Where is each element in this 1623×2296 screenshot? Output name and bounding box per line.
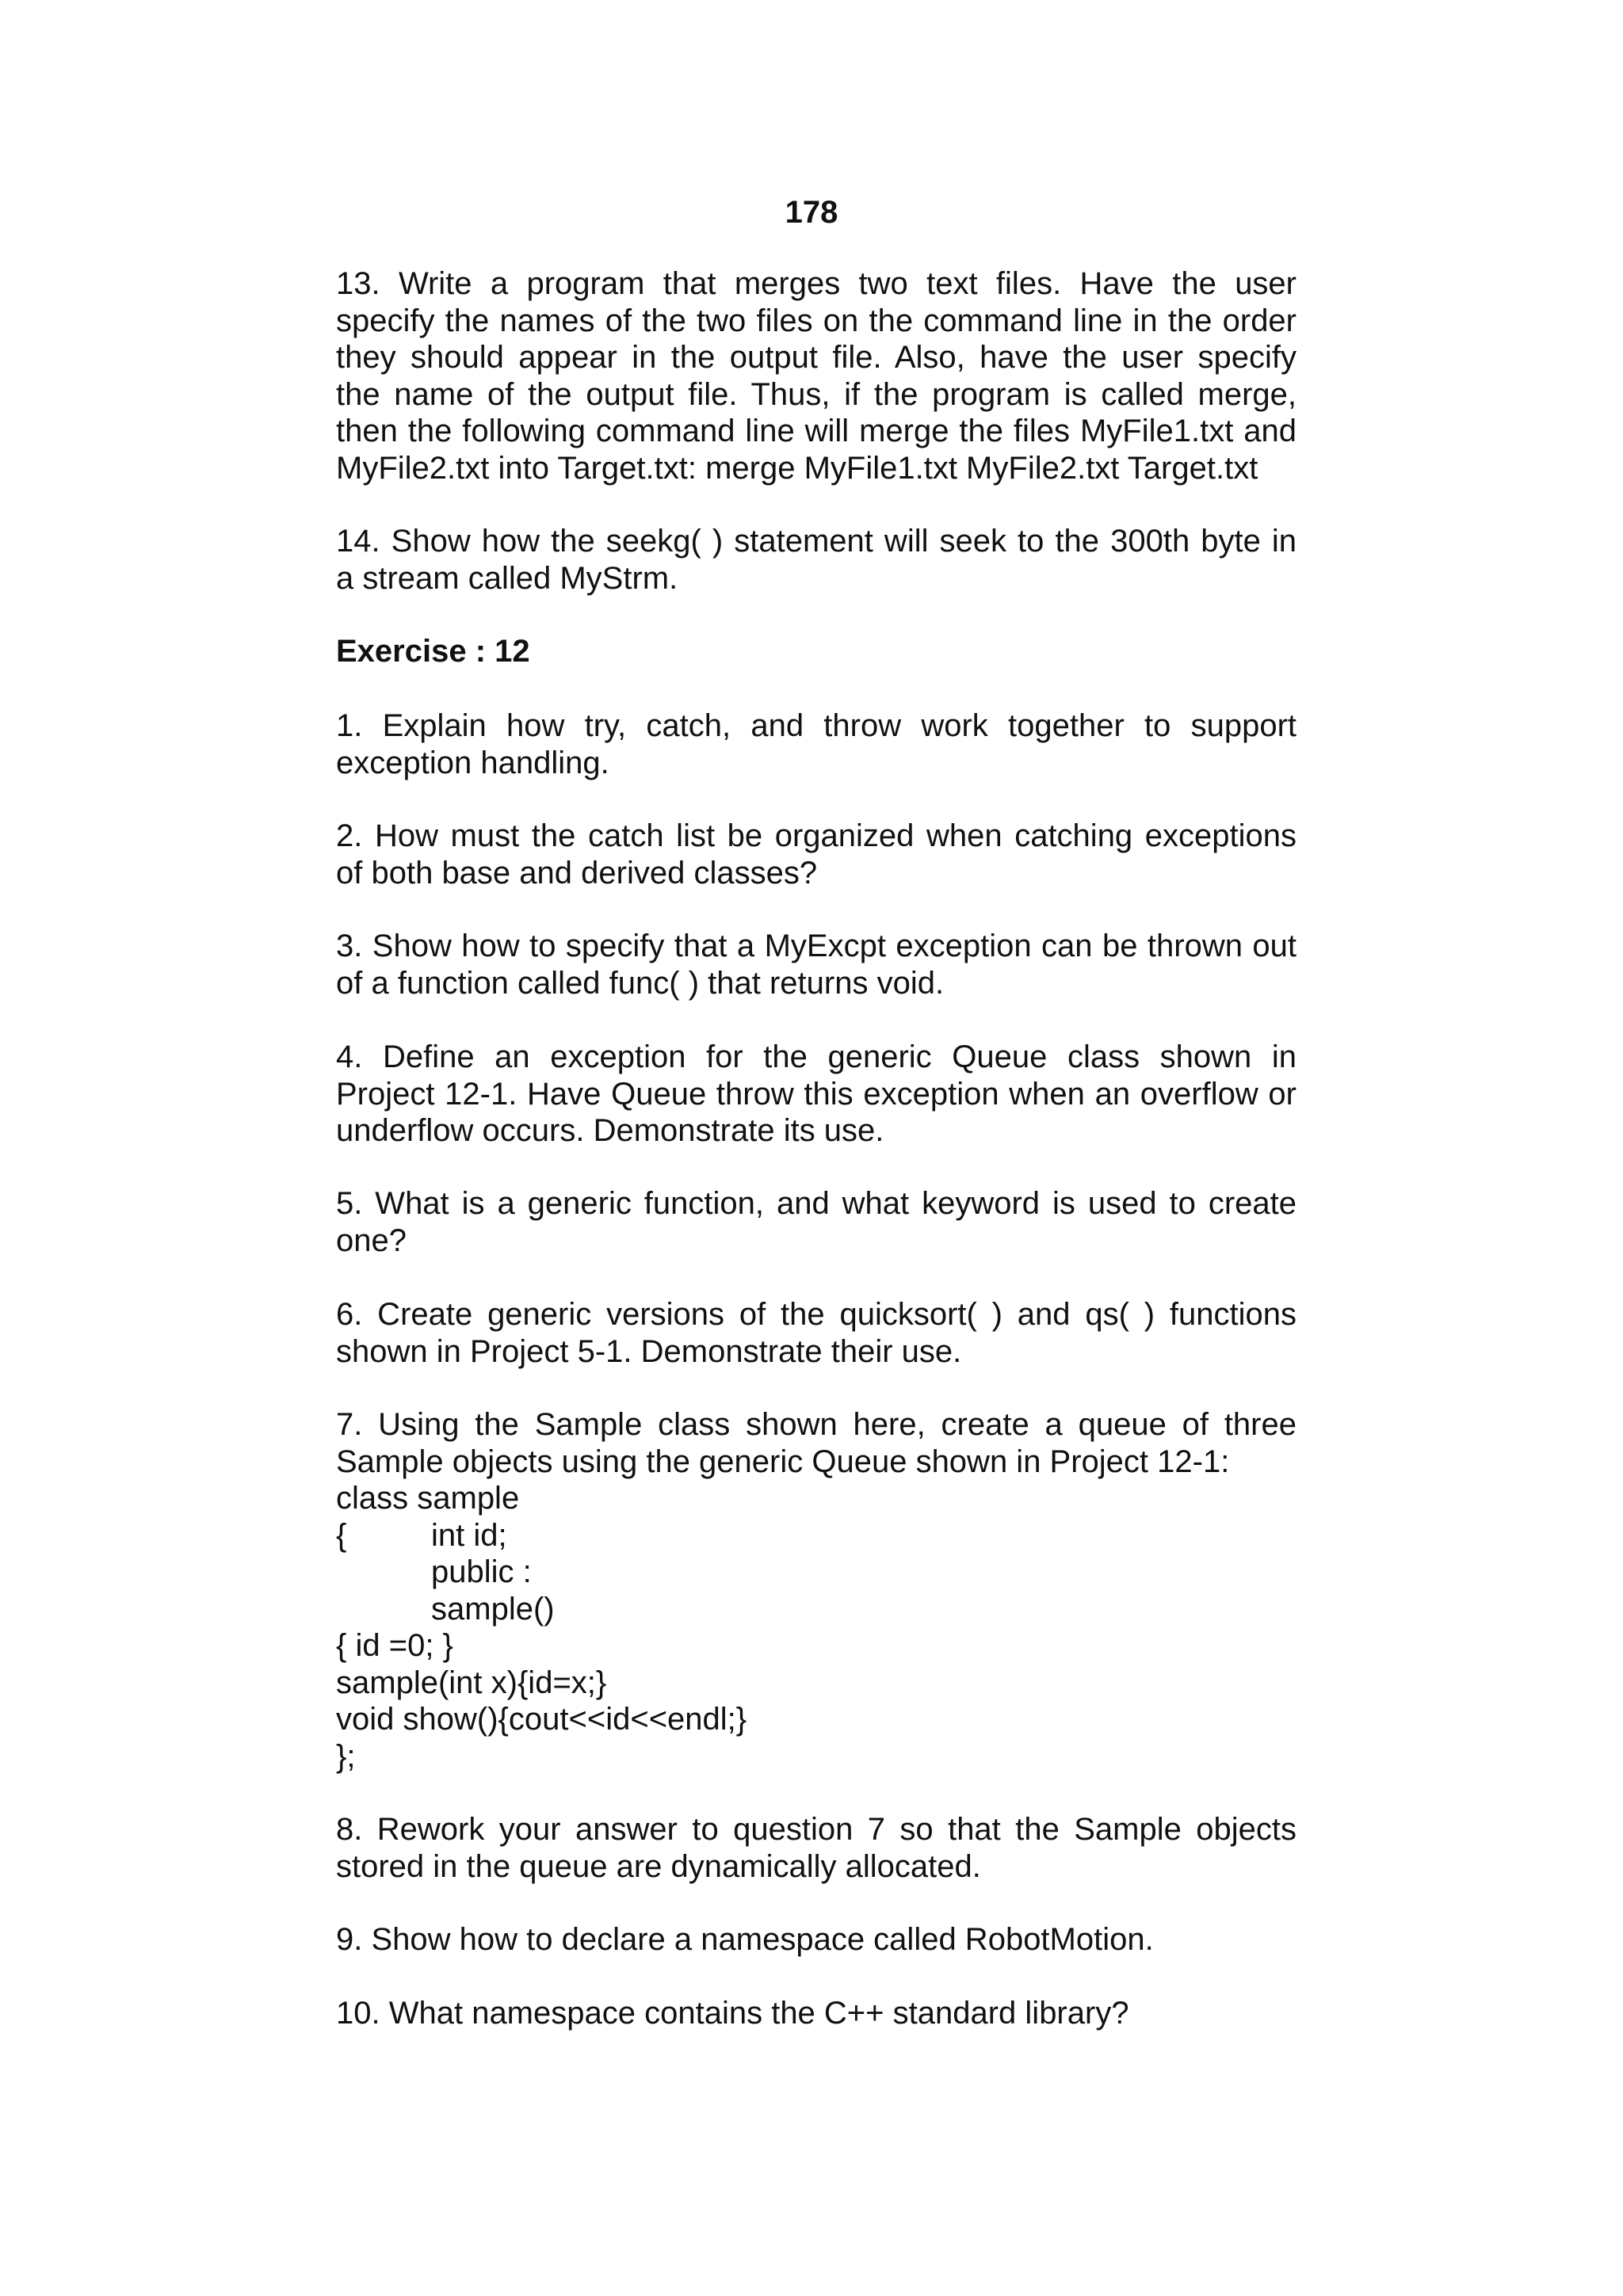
code-line <box>336 1517 1296 1554</box>
question-13 <box>336 265 1296 486</box>
code-line: sample() <box>431 1591 555 1627</box>
exercise-question-6-line: shown in Project 5-1. Demonstrate their use. <box>336 1333 962 1369</box>
exercise-question-3 <box>336 928 1296 1001</box>
exercise-question-6-line: 6. Create generic versions of the quicksort( ) and qs( ) functions <box>336 1297 1296 1332</box>
exercise-question-6 <box>336 1296 1296 1370</box>
exercise-question-8-line: stored in the queue are dynamically allocated. <box>336 1848 981 1884</box>
exercise-question-5-line: one? <box>336 1222 407 1258</box>
exercise-heading: Exercise : 12 <box>336 634 530 669</box>
exercise-question-7-line: 7. Using the Sample class shown here, create a queue of three <box>336 1407 1296 1442</box>
question-13-line: the name of the output file. Thus, if the program is called merge, <box>336 376 1296 412</box>
exercise-question-3-line: of a function called func( ) that returns void. <box>336 965 945 1001</box>
exercise-question-10-line: 10. What namespace contains the C++ standard library? <box>336 1996 1129 2031</box>
question-13-line: 13. Write a program that merges two text files. Have the user <box>336 266 1296 301</box>
exercise-question-4-line: 4. Define an exception for the generic Queue class shown in <box>336 1039 1296 1074</box>
question-13-line: MyFile2.txt into Target.txt: merge MyFile1.txt MyFile2.txt Target.txt <box>336 450 1258 486</box>
exercise-question-2-line: of both base and derived classes? <box>336 855 818 891</box>
exercise-question-5-line: 5. What is a generic function, and what keyword is used to create <box>336 1186 1296 1221</box>
code-line: }; <box>336 1738 356 1774</box>
page-number: 178 <box>785 195 838 230</box>
exercise-question-5 <box>336 1185 1296 1259</box>
exercise-question-7-line: Sample objects using the generic Queue shown in Project 12-1: <box>336 1444 1230 1479</box>
exercise-question-2 <box>336 818 1296 891</box>
exercise-question-1 <box>336 707 1296 781</box>
question-14-line: a stream called MyStrm. <box>336 560 678 596</box>
code-line: public : <box>431 1554 532 1589</box>
question-14-line: 14. Show how the seekg( ) statement will seek to the 300th byte in <box>336 524 1296 559</box>
question-13-line: then the following command line will merge the files MyFile1.txt and <box>336 414 1296 448</box>
exercise-question-8 <box>336 1811 1296 1885</box>
exercise-question-7 <box>336 1406 1296 1480</box>
exercise-question-8-line: 8. Rework your answer to question 7 so that the Sample objects <box>336 1812 1296 1847</box>
exercise-question-1-line: 1. Explain how try, catch, and throw work together to support <box>336 708 1296 743</box>
exercise-question-1-line: exception handling. <box>336 745 609 780</box>
exercise-question-10 <box>336 1995 1296 2032</box>
question-14 <box>336 523 1296 597</box>
exercise-question-3-line: 3. Show how to specify that a MyExcpt exception can be thrown out <box>336 929 1296 963</box>
code-line: void show(){cout<<id<<endl;} <box>336 1702 747 1737</box>
exercise-question-2-line: 2. How must the catch list be organized when catching exceptions <box>336 818 1296 853</box>
exercise-question-9-line: 9. Show how to declare a namespace called RobotMotion. <box>336 1922 1154 1957</box>
code-line: sample(int x){id=x;} <box>336 1665 607 1700</box>
code-line: { id =0; } <box>336 1628 453 1663</box>
exercise-question-4-line: Project 12-1. Have Queue throw this exception when an overflow or <box>336 1076 1296 1112</box>
code-line: class sample <box>336 1481 520 1516</box>
code-block <box>336 1480 1296 1775</box>
exercise-question-4-line: underflow occurs. Demonstrate its use. <box>336 1113 884 1148</box>
exercise-question-9 <box>336 1921 1296 1958</box>
question-13-line: specify the names of the two files on the command line in the order <box>336 303 1296 338</box>
code-brace: { <box>336 1517 347 1553</box>
exercise-question-4 <box>336 1039 1296 1150</box>
code-text: int id; <box>431 1517 507 1553</box>
question-13-line: they should appear in the output file. Also, have the user specify <box>336 340 1296 375</box>
